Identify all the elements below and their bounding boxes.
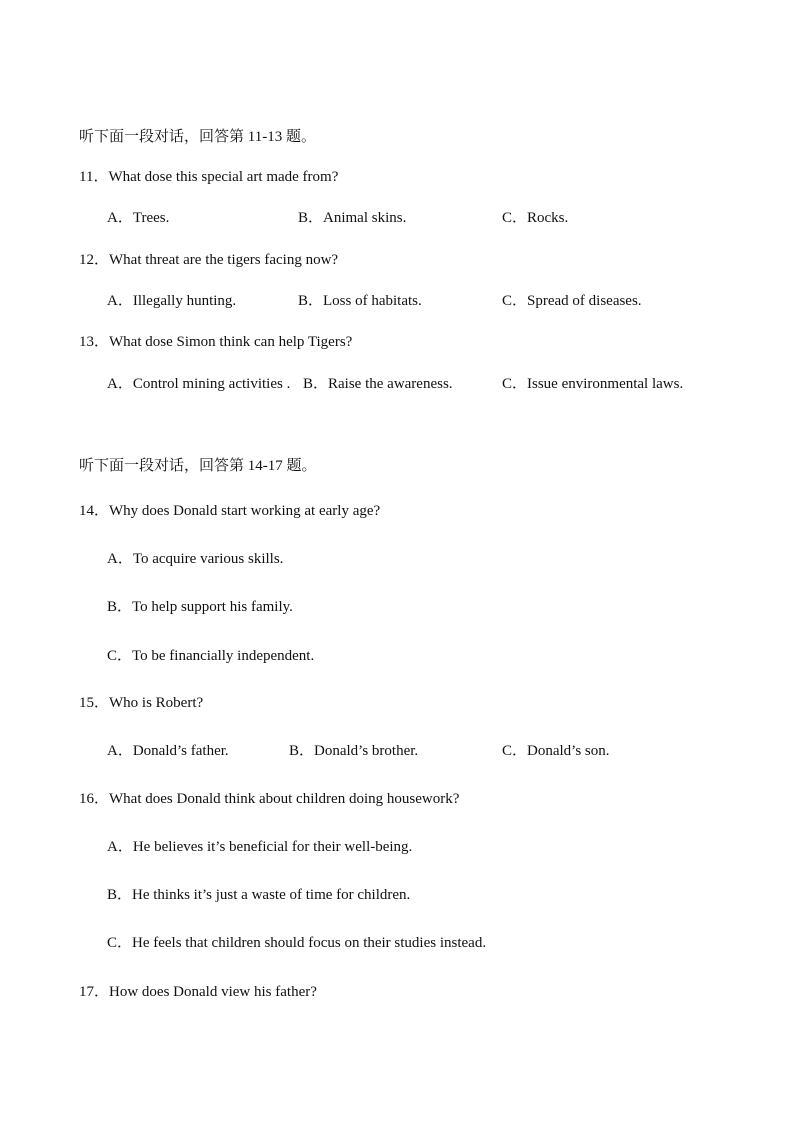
question-11	[79, 168, 338, 186]
question-number: 11．	[79, 169, 109, 185]
option-a: A．Trees.	[107, 210, 170, 226]
option-b: B．To help support his family.	[107, 599, 293, 615]
option-a: A．Illegally hunting.	[107, 293, 237, 309]
option-a: A．Donald’s father.	[107, 743, 229, 759]
question-13	[79, 333, 352, 351]
question-text: What dose Simon think can help Tigers?	[109, 334, 353, 350]
question-16	[79, 790, 459, 808]
question-number: 14．	[79, 503, 110, 519]
question-text: What threat are the tigers facing now?	[109, 252, 339, 268]
question-text: How does Donald view his father?	[109, 984, 317, 1000]
question-number: 16．	[79, 791, 110, 807]
option-b: B．Donald’s brother.	[289, 743, 419, 759]
option-c: C．He feels that children should focus on their studies instead.	[107, 935, 487, 951]
option-b: B．Loss of habitats.	[298, 293, 422, 309]
question-12	[79, 251, 338, 269]
option-a: A．To acquire various skills.	[107, 551, 284, 567]
question-text: Who is Robert?	[109, 695, 204, 711]
question-text: Why does Donald start working at early age?	[109, 503, 381, 519]
option-b: B．Animal skins.	[298, 210, 407, 226]
option-a: A．Control mining activities .	[107, 376, 291, 392]
option-c: C．Rocks.	[502, 210, 569, 226]
option-a: A．He believes it’s beneficial for their well-being.	[107, 839, 413, 855]
option-b: B．Raise the awareness.	[303, 376, 453, 392]
question-number: 13．	[79, 334, 110, 350]
section-instruction: 听下面一段对话，回答第 14-17 题。	[79, 458, 317, 474]
option-c: C．Issue environmental laws.	[502, 376, 684, 392]
question-number: 12．	[79, 252, 110, 268]
question-number: 15．	[79, 695, 110, 711]
option-c: C．Donald’s son.	[502, 743, 610, 759]
option-c: C．To be financially independent.	[107, 648, 315, 664]
section-instruction: 听下面一段对话，回答第 11-13 题。	[79, 129, 316, 145]
question-14	[79, 502, 380, 520]
option-b: B．He thinks it’s just a waste of time for children.	[107, 887, 411, 903]
question-15	[79, 694, 203, 712]
question-text: What does Donald think about children doing housework?	[109, 791, 460, 807]
question-number: 17．	[79, 984, 110, 1000]
question-text: What dose this special art made from?	[108, 169, 339, 185]
option-c: C．Spread of diseases.	[502, 293, 642, 309]
question-17	[79, 983, 317, 1001]
